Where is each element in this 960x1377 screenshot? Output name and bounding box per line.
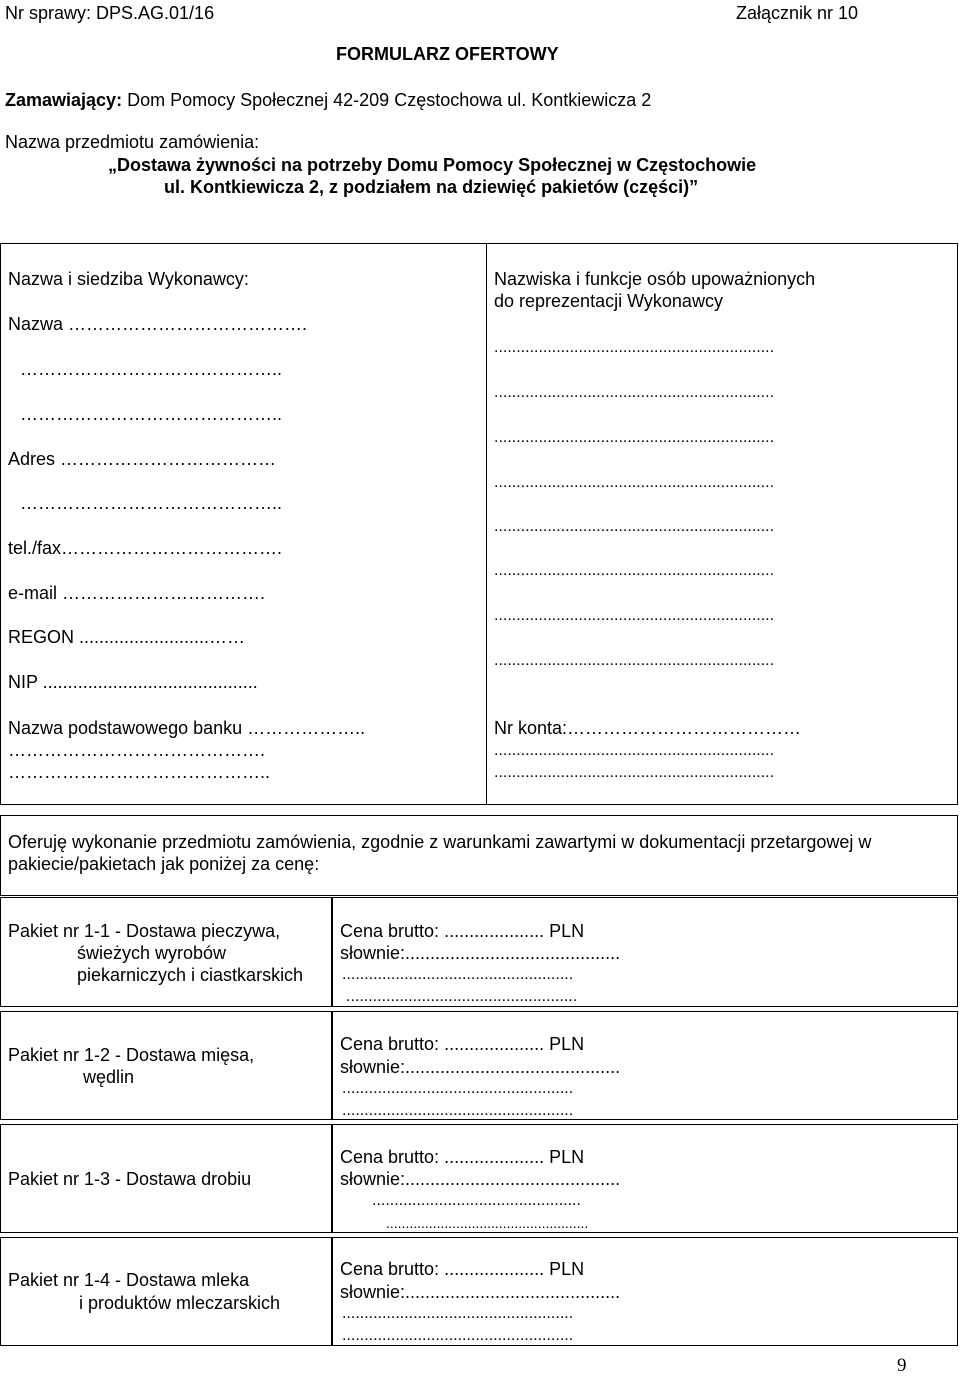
price-gross-field[interactable]: Cena brutto: .................... PLN: [340, 1259, 585, 1279]
representatives-heading-2: do reprezentacji Wykonawcy: [494, 291, 723, 311]
price-in-words-line-2[interactable]: ....................................................: [342, 1305, 574, 1322]
contractor-heading: Nazwa i siedziba Wykonawcy:: [8, 269, 249, 289]
package-name: i produktów mleczarskich: [79, 1293, 281, 1313]
package-name: Pakiet nr 1-4 - Dostawa mleka: [8, 1270, 250, 1290]
contractor-email[interactable]: e-mail …………………………….: [8, 583, 266, 603]
subject-label: Nazwa przedmiotu zamówienia:: [5, 132, 260, 152]
package-name: wędlin: [83, 1067, 135, 1087]
representative-line[interactable]: ...............................................................: [494, 429, 775, 446]
price-in-words-line-2[interactable]: ...............................................: [372, 1192, 581, 1209]
package-name: piekarniczych i ciastkarskich: [77, 965, 304, 985]
price-gross-field[interactable]: Cena brutto: .................... PLN: [340, 1034, 585, 1054]
contractor-regon[interactable]: REGON ..........................……: [8, 627, 246, 647]
form-title: FORMULARZ OFERTOWY: [336, 44, 559, 64]
price-in-words-field[interactable]: słownie:...........................................: [340, 1282, 621, 1302]
price-gross-field[interactable]: Cena brutto: .................... PLN: [340, 921, 585, 941]
case-number: Nr sprawy: DPS.AG.01/16: [5, 3, 215, 23]
representative-line[interactable]: ...............................................................: [494, 518, 775, 535]
package-name: Pakiet nr 1-2 - Dostawa mięsa,: [8, 1045, 255, 1065]
account-number-line-2[interactable]: ...............................................................: [494, 742, 775, 759]
price-gross-field[interactable]: Cena brutto: .................... PLN: [340, 1147, 585, 1167]
contractor-divider: [486, 243, 487, 805]
contractor-address-line-2[interactable]: ……………………………………..: [20, 493, 283, 513]
price-in-words-field[interactable]: słownie:...........................................: [340, 1057, 621, 1077]
subject-line-2: ul. Kontkiewicza 2, z podziałem na dziewięć pakietów (części)”: [164, 177, 699, 197]
representative-line[interactable]: ...............................................................: [494, 384, 775, 401]
orderer-value: Dom Pomocy Społecznej 42-209 Częstochowa ul. Kontkiewicza 2: [122, 90, 652, 110]
contractor-name-line-2[interactable]: ……………………………………..: [20, 359, 283, 379]
price-in-words-line-3[interactable]: ....................................................: [342, 1327, 574, 1344]
representative-line[interactable]: ...............................................................: [494, 339, 775, 356]
orderer-label: Zamawiający:: [5, 90, 123, 110]
package-name: świeżych wyrobów: [77, 943, 227, 963]
offer-text-line-2: pakiecie/pakietach jak poniżej za cenę:: [8, 854, 320, 874]
price-in-words-field[interactable]: słownie:...........................................: [340, 1169, 621, 1189]
subject-line-1: „Dostawa żywności na potrzeby Domu Pomocy Społecznej w Częstochowie: [108, 155, 757, 175]
contractor-name[interactable]: Nazwa ………………………………….: [8, 314, 308, 334]
representative-line[interactable]: ...............................................................: [494, 652, 775, 669]
price-in-words-line-3[interactable]: ....................................................: [342, 1102, 574, 1119]
contractor-nip[interactable]: NIP ...........................................: [8, 672, 258, 692]
attachment-number: Załącznik nr 10: [736, 3, 859, 23]
contractor-telfax[interactable]: tel./fax……………………………….: [8, 538, 283, 558]
representative-line[interactable]: ...............................................................: [494, 562, 775, 579]
price-in-words-line-2[interactable]: ....................................................: [342, 966, 574, 983]
price-in-words-line-3[interactable]: ....................................................: [346, 988, 578, 1005]
account-number-line-3[interactable]: ...............................................................: [494, 764, 775, 781]
contractor-address[interactable]: Adres ………………………………: [8, 449, 277, 469]
contractor-name-line-3[interactable]: ……………………………………..: [20, 404, 283, 424]
bank-name-label[interactable]: Nazwa podstawowego banku ………………..: [8, 718, 366, 738]
offer-text-line-1: Oferuję wykonanie przedmiotu zamówienia, zgodnie z warunkami zawartymi w dokumentacji przetargowej w: [8, 832, 872, 852]
orderer-line: [5, 89, 651, 111]
price-in-words-field[interactable]: słownie:...........................................: [340, 943, 621, 963]
bank-name-line-3[interactable]: ……………………………………..: [8, 762, 271, 782]
package-name: Pakiet nr 1-1 - Dostawa pieczywa,: [8, 921, 281, 941]
page-number: 9: [897, 1355, 907, 1376]
price-in-words-line-2[interactable]: ....................................................: [342, 1080, 574, 1097]
account-number-label[interactable]: Nr konta:…………………………………: [494, 718, 802, 738]
representative-line[interactable]: ...............................................................: [494, 474, 775, 491]
bank-name-line-2[interactable]: …………………………………….: [8, 740, 266, 760]
price-in-words-line-3[interactable]: ....................................................: [386, 1215, 589, 1231]
representatives-heading-1: Nazwiska i funkcje osób upoważnionych: [494, 269, 816, 289]
representative-line[interactable]: ...............................................................: [494, 607, 775, 624]
package-name: Pakiet nr 1-3 - Dostawa drobiu: [8, 1169, 252, 1189]
